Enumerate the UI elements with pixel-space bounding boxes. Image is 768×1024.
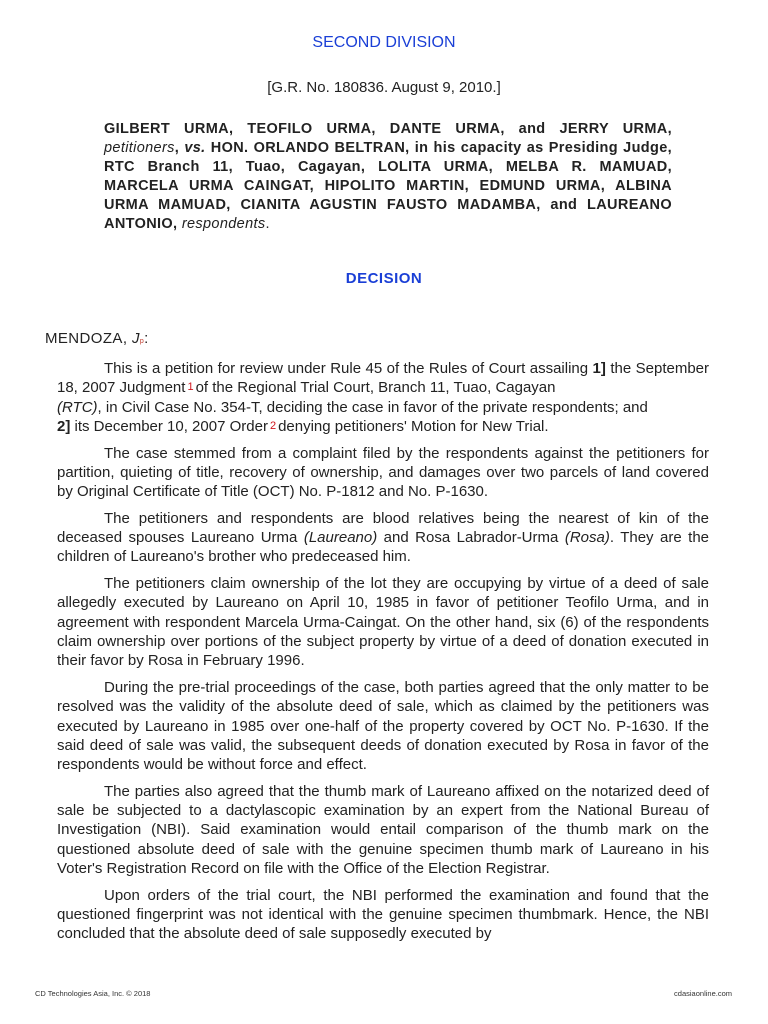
justice-abbrev: J	[131, 330, 140, 347]
paragraph-3	[57, 509, 709, 567]
text: , in Civil Case No. 354-T, deciding the case in favor of the private respondents; and	[97, 398, 648, 416]
respondents-label: respondents	[181, 216, 266, 232]
text: . They are the children of Laureano's brother who predeceased him.	[57, 529, 710, 566]
punctuation: ,	[173, 216, 178, 232]
rosa-alias: (Rosa)	[564, 529, 610, 547]
text: of the Regional Trial Court, Branch 11, Tuao, Cagayan	[195, 379, 556, 397]
versus-label: vs.	[184, 140, 206, 156]
footnote-marker[interactable]: p	[139, 338, 145, 345]
punctuation: ,	[667, 121, 672, 137]
text: denying petitioners' Motion for New Trial.	[278, 417, 549, 435]
paragraph-4: The petitioners claim ownership of the lot they are occupying by virtue of a deed of sale allegedly executed by Laureano on April 10, 1985 in favor of petitioner Teofilo Urma, and in agreement with respondent Marcela Urma-Caingat. On the other hand, six (6) of the respondents claim ownership over portions of the subject property by virtue of a deed of donation executed in their favor by Rosa in February 1996.	[57, 575, 709, 670]
text: and Rosa Labrador-Urma	[377, 529, 565, 547]
enum-2: 2]	[57, 417, 71, 435]
punctuation: ,	[122, 330, 132, 347]
ponente	[45, 330, 149, 347]
rtc-abbrev: (RTC)	[57, 398, 98, 416]
footer-copyright: CD Technologies Asia, Inc. © 2018	[35, 989, 151, 998]
case-parties	[104, 120, 672, 234]
text: This is a petition for review under Rule 45 of the Rules of Court assailing	[104, 360, 593, 377]
laureano-alias: (Laureano)	[303, 529, 378, 547]
division-heading: SECOND DIVISION	[312, 34, 456, 51]
decision-heading: DECISION	[345, 270, 423, 287]
case-number: [G.R. No. 180836. August 9, 2010.]	[267, 79, 501, 96]
footnote-link-2[interactable]: 2	[269, 419, 277, 432]
paragraph-7: Upon orders of the trial court, the NBI performed the examination and found that the questioned fingerprint was not identical with the genuine specimen thumbmark. Hence, the NBI concluded that the absolute deed of sale supposedly executed by	[57, 886, 709, 943]
punctuation: :	[144, 330, 149, 347]
ponente-name: MENDOZA	[45, 330, 123, 347]
punctuation: .	[265, 216, 270, 232]
enum-1: 1]	[592, 360, 606, 377]
paragraph-2: The case stemmed from a complaint filed by the respondents against the petitioners for partition, quieting of title, recovery of ownership, and damages over two parcels of land covered by Original Certificate of Title (OCT) No. P-1812 and No. P-1630.	[57, 444, 709, 501]
paragraph-6: The parties also agreed that the thumb mark of Laureano affixed on the notarized deed of sale be subjected to a dactylascopic examination by an expert from the National Bureau of Investigation (NBI). Said examination would entail comparison of the thumb mark on the questioned absolute deed of sale with the genuine specimen thumb mark of Laureano in his Voter's Registration Record on file with the Office of the Election Registrar.	[57, 782, 709, 878]
text: The petitioners and respondents are blood relatives being the nearest of kin of the deceased spouses Laureano Urma	[57, 509, 709, 547]
text: its December 10, 2007 Order	[70, 417, 268, 435]
text: the September 18, 2007 Judgment	[57, 360, 710, 397]
footnote-link-1[interactable]: 1	[187, 381, 194, 394]
petitioners-label: petitioners	[104, 140, 175, 156]
footer-site[interactable]: cdasiaonline.com	[674, 989, 732, 998]
decision-body	[57, 359, 709, 951]
respondents-names: HON. ORLANDO BELTRAN, in his capacity as Presiding Judge, RTC Branch 11, Tuao, Cagayan, LOLITA URMA, MELBA R. MAMUAD, MARCELA URMA CAINGAT, HIPOLITO MARTIN, EDMUND URMA, ALBINA URMA MAMUAD, CIANITA AGUSTIN FAUSTO MADAMBA, and LAUREANO ANTONIO	[104, 140, 672, 232]
paragraph-5: During the pre-trial proceedings of the case, both parties agreed that the only matter to be resolved was the validity of the absolute deed of sale, which as claimed by the petitioners was executed by Laureano in 1985 over one-half of the property covered by OCT No. P-1630. If the said deed of sale was valid, the subsequent deeds of donation executed by Rosa in favor of the respondents would be without force and effect.	[57, 679, 709, 774]
paragraph-1	[57, 359, 709, 436]
punctuation: ,	[174, 140, 180, 156]
petitioners-names: GILBERT URMA, TEOFILO URMA, DANTE URMA, and JERRY URMA	[104, 121, 668, 137]
